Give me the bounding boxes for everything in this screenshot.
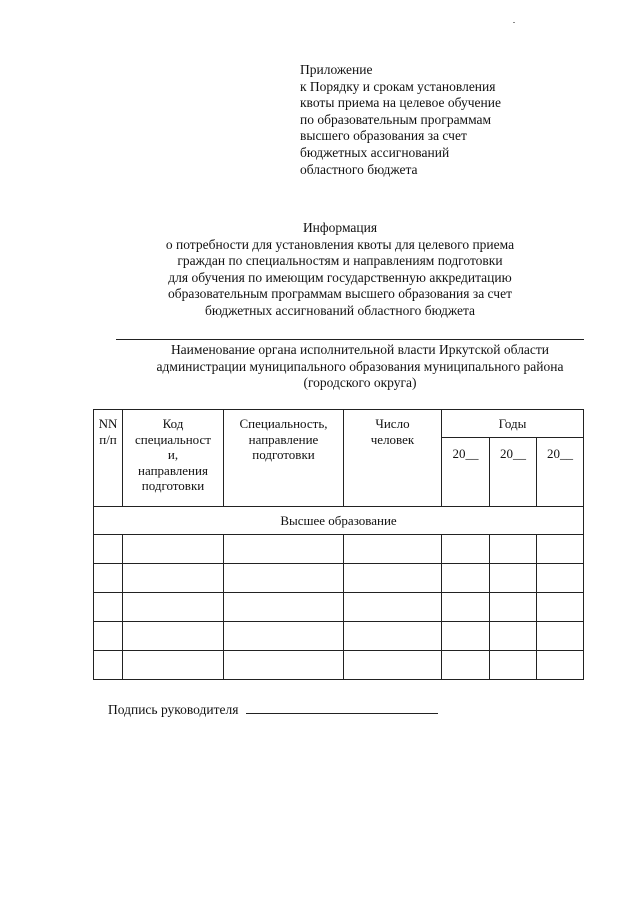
table-row [94,535,584,564]
signature-fill-line[interactable] [246,701,438,714]
header-specialty-line: направление [248,431,319,447]
quota-table [93,409,584,680]
header-code [123,410,224,507]
table-cell[interactable] [537,564,584,593]
table-cell[interactable] [344,622,442,651]
title-heading: Информация [302,220,378,235]
header-count-line: человек [370,431,415,447]
appendix-line: бюджетных ассигнований [300,144,450,160]
title-line: граждан по специальностям и направлениям подготовки [177,253,503,269]
appendix-line: Приложение [300,62,373,77]
table-cell[interactable] [537,593,584,622]
header-code-line: специальност [135,431,211,447]
header-year-1: 20__ [442,438,490,507]
table-cell[interactable] [94,622,123,651]
header-number-line: п/п [99,431,117,447]
table-cell[interactable] [224,651,344,680]
table-cell[interactable] [490,593,537,622]
table-cell[interactable] [442,564,490,593]
appendix-line: квоты приема на целевое обучение [300,95,501,111]
appendix-line: к Порядку и срокам установления [300,78,496,94]
title-line: бюджетных ассигнований областного бюджета [204,302,476,318]
signature-block [108,701,438,718]
table-cell[interactable] [344,564,442,593]
table-cell[interactable] [442,622,490,651]
header-specialty [224,410,344,507]
table-cell[interactable] [123,622,224,651]
table-cell[interactable] [344,593,442,622]
table-cell[interactable] [123,593,224,622]
table-cell[interactable] [94,593,123,622]
table-cell[interactable] [537,622,584,651]
title-line: образовательным программам высшего образования за счет [168,286,512,302]
table-cell[interactable] [123,535,224,564]
table-cell[interactable] [224,535,344,564]
table-cell[interactable] [490,535,537,564]
title-line: о потребности для установления квоты для целевого приема [165,236,515,252]
signature-label: Подпись руководителя [108,702,239,717]
table-cell[interactable] [123,651,224,680]
table-cell[interactable] [344,535,442,564]
header-specialty-line: Специальность, [239,416,328,431]
header-code-line: подготовки [141,478,205,493]
header-years: Годы [442,410,584,438]
table-cell[interactable] [490,564,537,593]
table-cell[interactable] [442,593,490,622]
table-header-row [94,410,584,438]
header-code-line: Код [162,416,184,431]
table-row [94,564,584,593]
org-line: Наименование органа исполнительной власти Иркутской области [170,342,550,357]
header-year-3: 20__ [537,438,584,507]
table-cell[interactable] [490,651,537,680]
appendix-note [300,62,600,178]
table-cell[interactable] [537,535,584,564]
table-cell[interactable] [442,651,490,680]
scan-speck [513,22,515,23]
header-code-line: направления [138,462,208,478]
appendix-line: областного бюджета [300,161,418,177]
table-row [94,651,584,680]
appendix-line: по образовательным программам [300,111,492,127]
org-line: администрации муниципального образования муниципального района [156,358,564,374]
organization-name-fill-line[interactable] [116,339,584,340]
table-cell[interactable] [224,564,344,593]
table-cell[interactable] [224,593,344,622]
table-cell[interactable] [442,535,490,564]
org-line: (городского округа) [303,375,417,391]
appendix-line: высшего образования за счет [300,128,467,144]
header-number-line: NN [98,416,118,431]
table-cell[interactable] [490,622,537,651]
header-count [344,410,442,507]
table-cell[interactable] [344,651,442,680]
table-row [94,622,584,651]
table-cell[interactable] [537,651,584,680]
header-count-line: Число [375,416,410,431]
table-cell[interactable] [123,564,224,593]
table-cell[interactable] [94,535,123,564]
document-title [60,220,620,320]
title-line: для обучения по имеющим государственную аккредитацию [168,269,512,285]
table-cell[interactable] [224,622,344,651]
table-row [94,593,584,622]
organization-caption [60,342,640,392]
section-title-higher-education: Высшее образование [94,507,584,535]
header-year-2: 20__ [490,438,537,507]
table-cell[interactable] [94,564,123,593]
table-cell[interactable] [94,651,123,680]
header-specialty-line: подготовки [252,447,315,462]
header-number [94,410,123,507]
section-row [94,507,584,535]
header-code-line: и, [167,447,179,462]
